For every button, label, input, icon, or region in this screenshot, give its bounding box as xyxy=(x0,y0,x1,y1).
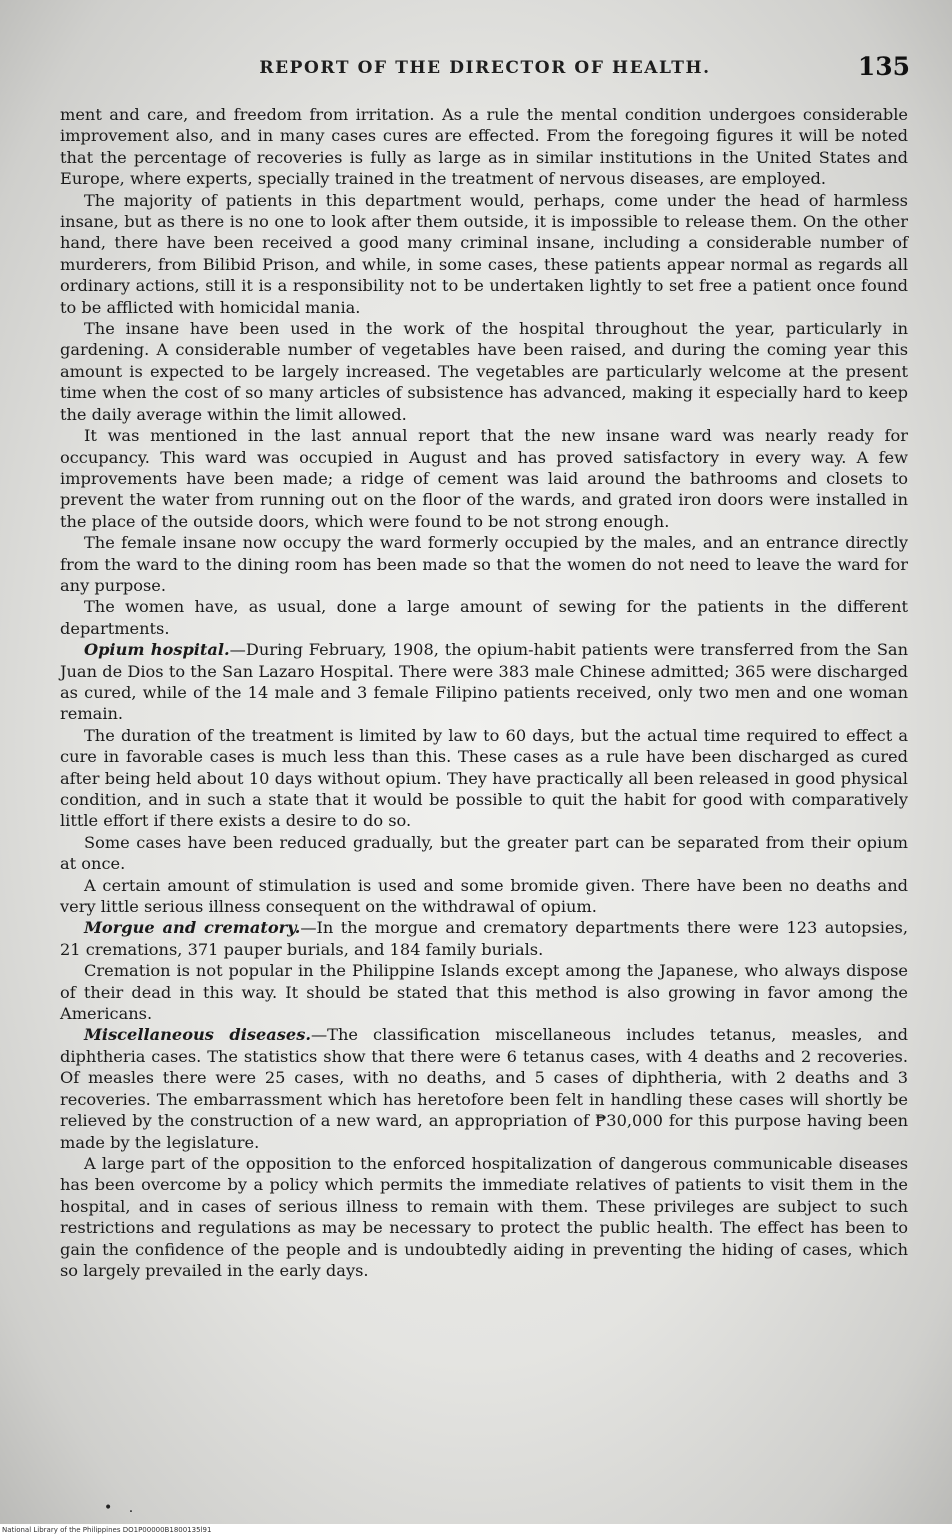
paragraph-treatment-duration: The duration of the treatment is limited by law to 60 days, but the actual time required to effect a cure in favorable cases is much less than this. These cases as a rule have been discharged as cured after being held about 10 days without opium. They have practically all been released in good physical condition, and in such a state that it would be possible to quit the habit for good with comparatively little effort if there exists a desire to do so. xyxy=(60,725,908,831)
paragraph-gardening: The insane have been used in the work of the hospital throughout the year, particularly in gardening. A considerable number of vegetables have been raised, and during the coming year this amount is expected to be largely increased. The vegetables are particularly welcome at the present time when the cost of so many articles of subsistence has advanced, making it especially hard to keep the daily average within the limit allowed. xyxy=(60,319,908,424)
section-heading-opium-hospital: Opium hospital. xyxy=(84,640,230,660)
paragraph-cremation: Cremation is not popular in the Philippine Islands except among the Japanese, who always dispose of their dead in this way. It should be stated that this method is also growing in favor among the Americans. xyxy=(60,961,908,1024)
running-head: REPORT OF THE DIRECTOR OF HEALTH. xyxy=(259,58,711,78)
page-header xyxy=(60,52,910,92)
body-text xyxy=(60,104,908,1281)
paragraph-opium-hospital xyxy=(60,639,908,725)
paragraph-new-insane-ward: It was mentioned in the last annual report that the new insane ward was nearly ready for occupancy. This ward was occupied in August and has proved satisfactory in every way. A few improvements have been made; a ridge of cement was laid around the bathrooms and closets to prevent the water from running out on the floor of the wards, and grated iron doors were installed in the place of the outside doors, which were found to be not strong enough. xyxy=(60,426,908,531)
paragraph-opium-hospital-text: —During February, 1908, the opium-habit patients were transferred from the San Juan de Dios to the San Lazaro Hospital. There were 383 male Chinese admitted; 365 were discharged as cured, while of the 14 male and 3 female Filipino patients received, only two men and one woman remain. xyxy=(60,640,908,724)
paragraph-sewing: The women have, as usual, done a large amount of sewing for the patients in the different departments. xyxy=(60,597,908,638)
paragraph-miscellaneous-diseases-text: —The classification miscellaneous includes tetanus, measles, and diphtheria cases. The statistics show that there were 6 tetanus cases, with 4 deaths and 2 recoveries. Of measles there were 25 cases, with no deaths, and 5 cases of diphtheria, with 2 deaths and 3 recoveries. The embarrassment which has heretofore been felt in handling these cases will shortly be relieved by the construction of a new ward, an appropriation of ₱30,000 for this purpose having been made by the legislature. xyxy=(60,1025,908,1152)
paragraph-morgue-crematory xyxy=(60,917,908,960)
section-heading-miscellaneous-diseases: Miscellaneous diseases. xyxy=(84,1025,311,1045)
paragraph-harmless-insane: The majority of patients in this department would, perhaps, come under the head of harmless insane, but as there is no one to look after them outside, it is impossible to release them. On the other hand, there have been received a good many criminal insane, including a considerable number of murderers, from Bilibid Prison, and while, in some cases, these patients appear normal as regards all ordinary actions, still it is a responsibility not to be undertaken lightly to set free a patient once found to be afflicted with homicidal mania. xyxy=(60,190,908,317)
section-heading-morgue-crematory: Morgue and crematory. xyxy=(84,918,301,938)
page-marks: • . xyxy=(104,1500,140,1516)
paragraph-hospitalization-policy: A large part of the opposition to the enforced hospitalization of dangerous communicable diseases has been overcome by a policy which permits the immediate relatives of patients to visit them in the hospital, and in cases of serious illness to remain with them. These privileges are subject to such restrictions and regulations as may be necessary to protect the public health. The effect has been to gain the confidence of the people and is undoubtedly aiding in preventing the hiding of cases, which so largely prevailed in the early days. xyxy=(60,1153,908,1280)
library-credit: National Library of the Philippines DO1P00000B1800135l91 xyxy=(2,1526,212,1534)
paragraph-gradual-reduction: Some cases have been reduced gradually, but the greater part can be separated from their opium at once. xyxy=(60,832,908,874)
paragraph-female-insane: The female insane now occupy the ward formerly occupied by the males, and an entrance directly from the ward to the dining room has been made so that the women do not need to leave the ward for any purpose. xyxy=(60,533,908,595)
paragraph-morgue-crematory-text: —In the morgue and crematory departments there were 123 autopsies, 21 cremations, 371 pauper burials, and 184 family burials. xyxy=(60,918,908,959)
paragraph-mental-condition: ment and care, and freedom from irritation. As a rule the mental condition undergoes considerable improvement also, and in many cases cures are effected. From the foregoing figures it will be noted that the percentage of recoveries is fully as large as in similar institutions in the United States and Europe, where experts, specially trained in the treatment of nervous diseases, are employed. xyxy=(60,105,908,189)
paragraph-miscellaneous-diseases xyxy=(60,1024,908,1152)
footer-strip xyxy=(0,1524,952,1540)
page-number: 135 xyxy=(857,52,910,81)
paragraph-stimulation: A certain amount of stimulation is used and some bromide given. There have been no deaths and very little serious illness consequent on the withdrawal of opium. xyxy=(60,875,908,917)
